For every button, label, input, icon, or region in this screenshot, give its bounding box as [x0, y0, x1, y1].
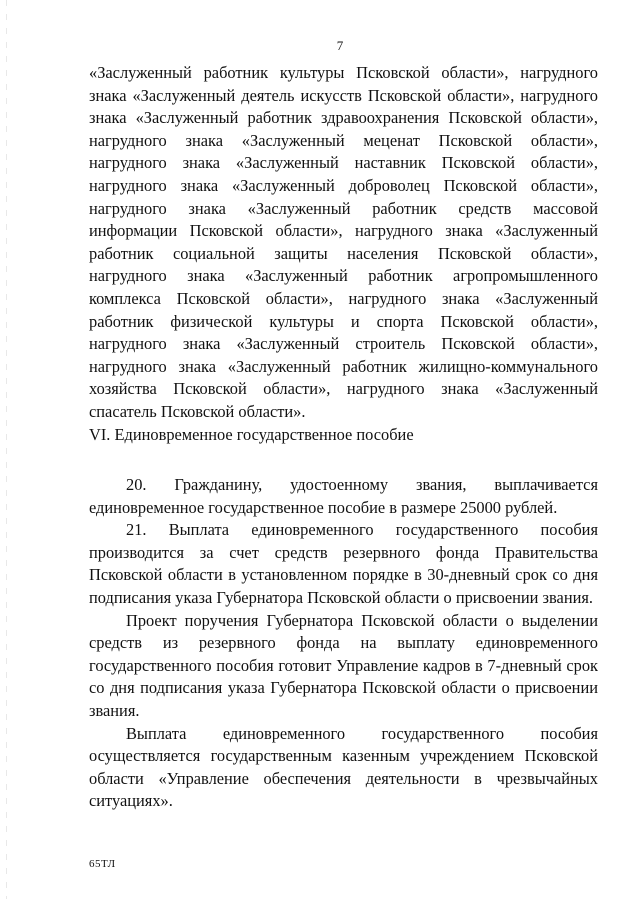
- item-21-paragraph: 21. Выплата единовременного государственного пособия производится за счет средств резервного фонда Правительства Псковской области в установленном порядке в 30-дневный срок со дня подписания указа Губернатора Псковской области о присвоении звания.: [89, 520, 598, 608]
- section-heading: VI. Единовременное государственное пособие: [89, 424, 414, 444]
- document-body: [89, 62, 598, 813]
- awards-list-paragraph: «Заслуженный работник культуры Псковской области», нагрудного знака «Заслуженный деятель искусств Псковской области», нагрудного знака «Заслуженный работник здравоохранения Псковской области», нагрудного знака «Заслуженный меценат Псковской области», нагрудного знака «Заслуженный наставник Псковской области», нагрудного знака «Заслуженный доброволец Псковской области», нагрудного знака «Заслуженный работник средств массовой информации Псковской области», нагрудного знака «Заслуженный работник социальной защиты населения Псковской области», нагрудного знака «Заслуженный работник агропромышленного комплекса Псковской области», нагрудного знака «Заслуженный работник физической культуры и спорта Псковской области», нагрудного знака «Заслуженный строитель Псковской области», нагрудного знака «Заслуженный работник жилищно-коммунального хозяйства Псковской области», нагрудного знака «Заслуженный спасатель Псковской области».: [89, 63, 598, 421]
- draft-order-paragraph: Проект поручения Губернатора Псковской области о выделении средств из резервного фонда на выплату единовременного государственного пособия готовит Управление кадров в 7-дневный срок со дня подписания указа Губернатора Псковской области о присвоении звания.: [89, 610, 598, 721]
- payment-paragraph: Выплата единовременного государственного пособия осуществляется государственным казенным учреждением Псковской области «Управление обеспечения деятельности в чрезвычайных ситуациях».: [89, 723, 598, 811]
- scan-edge-artifact: [6, 0, 7, 899]
- item-20-paragraph: 20. Гражданину, удостоенному звания, выплачивается единовременное государственное пособие в размере 25000 рублей.: [89, 475, 598, 517]
- footer-code: 65ТЛ: [89, 858, 116, 870]
- page-number: 7: [336, 38, 344, 53]
